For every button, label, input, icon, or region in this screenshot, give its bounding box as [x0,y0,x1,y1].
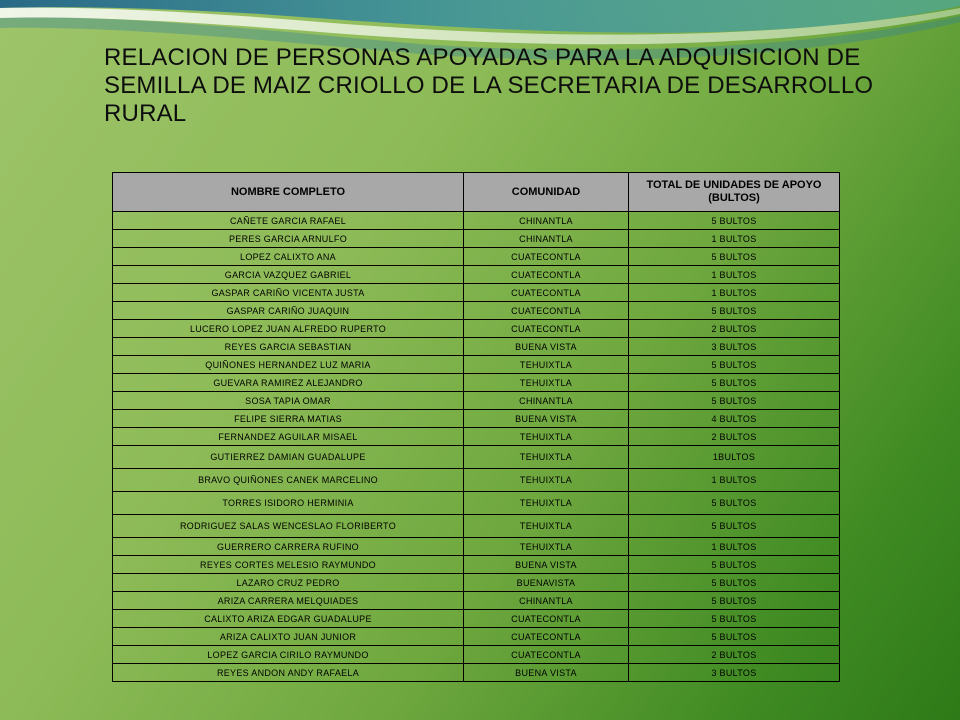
cell-comunidad: CUATECONTLA [464,248,629,266]
cell-comunidad: BUENA VISTA [464,410,629,428]
cell-total: 5 BULTOS [629,556,840,574]
cell-total: 3 BULTOS [629,664,840,682]
cell-total: 1 BULTOS [629,469,840,492]
cell-comunidad: CUATECONTLA [464,284,629,302]
header-nombre: NOMBRE COMPLETO [113,173,464,212]
header-comunidad: COMUNIDAD [464,173,629,212]
cell-comunidad: CUATECONTLA [464,320,629,338]
cell-total: 1 BULTOS [629,266,840,284]
table-row [113,410,840,428]
cell-comunidad: BUENA VISTA [464,556,629,574]
cell-comunidad: TEHUIXTLA [464,492,629,515]
cell-comunidad: CHINANTLA [464,212,629,230]
cell-comunidad: TEHUIXTLA [464,428,629,446]
table-row [113,338,840,356]
table-row [113,212,840,230]
table-row [113,374,840,392]
table-row [113,556,840,574]
cell-nombre: ARIZA CALIXTO JUAN JUNIOR [113,628,464,646]
cell-comunidad: CUATECONTLA [464,628,629,646]
table-row [113,266,840,284]
cell-comunidad: TEHUIXTLA [464,356,629,374]
cell-nombre: FERNANDEZ AGUILAR MISAEL [113,428,464,446]
cell-total: 1 BULTOS [629,538,840,556]
page-title: RELACION DE PERSONAS APOYADAS PARA LA ADQUISICION DE SEMILLA DE MAIZ CRIOLLO DE LA SECRETARIA DE DESARROLLO RURAL [104,44,874,127]
cell-total: 2 BULTOS [629,320,840,338]
cell-total: 5 BULTOS [629,492,840,515]
table-row [113,446,840,469]
cell-nombre: LOPEZ CALIXTO ANA [113,248,464,266]
table-row [113,646,840,664]
cell-nombre: CAÑETE GARCIA RAFAEL [113,212,464,230]
cell-total: 5 BULTOS [629,302,840,320]
beneficiaries-table-container [112,172,840,682]
cell-comunidad: TEHUIXTLA [464,469,629,492]
cell-total: 1 BULTOS [629,230,840,248]
cell-total: 1BULTOS [629,446,840,469]
cell-nombre: GASPAR CARIÑO JUAQUIN [113,302,464,320]
cell-total: 2 BULTOS [629,646,840,664]
cell-comunidad: CUATECONTLA [464,646,629,664]
cell-comunidad: TEHUIXTLA [464,446,629,469]
table-row [113,230,840,248]
cell-total: 5 BULTOS [629,592,840,610]
table-row [113,592,840,610]
cell-comunidad: CUATECONTLA [464,610,629,628]
cell-comunidad: TEHUIXTLA [464,374,629,392]
cell-nombre: CALIXTO ARIZA EDGAR GUADALUPE [113,610,464,628]
cell-comunidad: CUATECONTLA [464,266,629,284]
cell-comunidad: BUENA VISTA [464,338,629,356]
table-row [113,284,840,302]
cell-comunidad: TEHUIXTLA [464,538,629,556]
cell-total: 5 BULTOS [629,392,840,410]
table-row [113,248,840,266]
cell-comunidad: CUATECONTLA [464,302,629,320]
cell-total: 4 BULTOS [629,410,840,428]
table-row [113,515,840,538]
table-row [113,664,840,682]
cell-nombre: REYES ANDON ANDY RAFAELA [113,664,464,682]
cell-nombre: GUERRERO CARRERA RUFINO [113,538,464,556]
table-body [113,212,840,682]
cell-total: 3 BULTOS [629,338,840,356]
table-row [113,628,840,646]
table-row [113,302,840,320]
cell-total: 5 BULTOS [629,248,840,266]
cell-comunidad: CHINANTLA [464,592,629,610]
cell-nombre: BRAVO QUIÑONES CANEK MARCELINO [113,469,464,492]
table-row [113,574,840,592]
cell-nombre: SOSA TAPIA OMAR [113,392,464,410]
cell-nombre: RODRIGUEZ SALAS WENCESLAO FLORIBERTO [113,515,464,538]
cell-total: 2 BULTOS [629,428,840,446]
table-row [113,356,840,374]
table-row [113,320,840,338]
cell-total: 5 BULTOS [629,610,840,628]
cell-nombre: FELIPE SIERRA MATIAS [113,410,464,428]
cell-comunidad: CHINANTLA [464,392,629,410]
cell-total: 5 BULTOS [629,628,840,646]
table-row [113,392,840,410]
table-row [113,610,840,628]
table-row [113,538,840,556]
cell-nombre: PERES GARCIA ARNULFO [113,230,464,248]
cell-comunidad: BUENA VISTA [464,664,629,682]
cell-nombre: GUEVARA RAMIREZ ALEJANDRO [113,374,464,392]
cell-nombre: LOPEZ GARCIA CIRILO RAYMUNDO [113,646,464,664]
cell-comunidad: TEHUIXTLA [464,515,629,538]
header-total: TOTAL DE UNIDADES DE APOYO (BULTOS) [629,173,840,212]
cell-total: 1 BULTOS [629,284,840,302]
cell-total: 5 BULTOS [629,212,840,230]
cell-nombre: LAZARO CRUZ PEDRO [113,574,464,592]
cell-total: 5 BULTOS [629,374,840,392]
beneficiaries-table [112,172,840,682]
cell-nombre: QUIÑONES HERNANDEZ LUZ MARIA [113,356,464,374]
cell-nombre: REYES GARCIA SEBASTIAN [113,338,464,356]
cell-nombre: LUCERO LOPEZ JUAN ALFREDO RUPERTO [113,320,464,338]
table-row [113,492,840,515]
table-row [113,428,840,446]
table-row [113,469,840,492]
table-header-row [113,173,840,212]
cell-nombre: GASPAR CARIÑO VICENTA JUSTA [113,284,464,302]
cell-comunidad: CHINANTLA [464,230,629,248]
cell-nombre: REYES CORTES MELESIO RAYMUNDO [113,556,464,574]
cell-nombre: GUTIERREZ DAMIAN GUADALUPE [113,446,464,469]
cell-nombre: GARCIA VAZQUEZ GABRIEL [113,266,464,284]
cell-nombre: TORRES ISIDORO HERMINIA [113,492,464,515]
cell-total: 5 BULTOS [629,574,840,592]
cell-total: 5 BULTOS [629,515,840,538]
cell-total: 5 BULTOS [629,356,840,374]
cell-nombre: ARIZA CARRERA MELQUIADES [113,592,464,610]
cell-comunidad: BUENAVISTA [464,574,629,592]
